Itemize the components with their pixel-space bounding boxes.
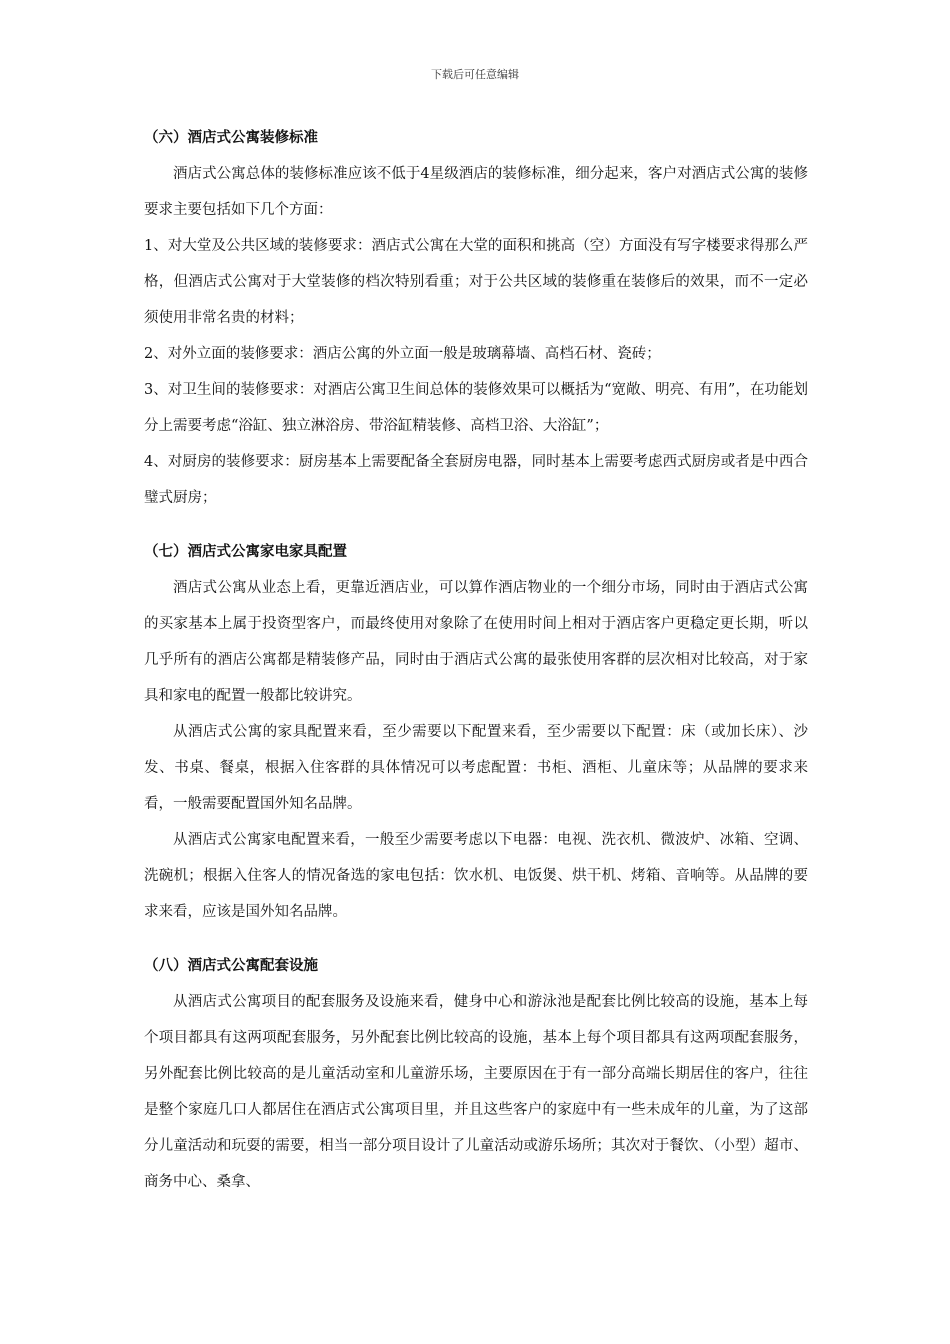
section-heading-eight: （八）酒店式公寓配套设施 <box>144 957 318 974</box>
list-item: 2、对外立面的装修要求：酒店公寓的外立面一般是玻璃幕墙、高档石材、瓷砖； <box>144 346 661 362</box>
paragraph: 酒店式公寓总体的装修标准应该不低于4星级酒店的装修标准，细分起来，客户对酒店式公寓的装修要求主要包括如下几个方面： <box>144 166 808 218</box>
page-header: 下载后可任意编辑 <box>431 68 519 81</box>
list-item: 3、对卫生间的装修要求：对酒店公寓卫生间总体的装修效果可以概括为“宽敞、明亮、有用”，在功能划分上需要考虑“浴缸、独立淋浴房、带浴缸精装修、高档卫浴、大浴缸”； <box>144 382 808 434</box>
section-gap <box>144 930 808 948</box>
section-gap <box>144 516 808 534</box>
document-body <box>144 120 808 1200</box>
section-heading-seven: （七）酒店式公寓家电家具配置 <box>144 543 347 560</box>
list-item: 4、对厨房的装修要求：厨房基本上需要配备全套厨房电器，同时基本上需要考虑西式厨房或者是中西合璧式厨房； <box>144 454 808 506</box>
list-item: 1、对大堂及公共区域的装修要求：酒店式公寓在大堂的面积和挑高（空）方面没有写字楼要求得那么严格，但酒店式公寓对于大堂装修的档次特别看重；对于公共区域的装修重在装修后的效果，而不一定必须使用非常名贵的材料； <box>144 238 808 326</box>
paragraph: 从酒店式公寓的家具配置来看，至少需要以下配置来看，至少需要以下配置：床（或加长床）、沙发、书桌、餐桌，根据入住客群的具体情况可以考虑配置：书柜、酒柜、儿童床等；从品牌的要求来看，一般需要配置国外知名品牌。 <box>144 724 808 812</box>
section-heading-six: （六）酒店式公寓装修标准 <box>144 129 318 146</box>
paragraph: 从酒店式公寓项目的配套服务及设施来看，健身中心和游泳池是配套比例比较高的设施，基本上每个项目都具有这两项配套服务，另外配套比例比较高的设施，基本上每个项目都具有这两项配套服务，另外配套比例比较高的是儿童活动室和儿童游乐场，主要原因在于有一部分高端长期居住的客户，往往是整个家庭几口人都居住在酒店式公寓项目里，并且这些客户的家庭中有一些未成年的儿童，为了这部分儿童活动和玩耍的需要，相当一部分项目设计了儿童活动或游乐场所；其次对于餐饮、（小型）超市、商务中心、桑拿、 <box>144 994 808 1190</box>
paragraph: 酒店式公寓从业态上看，更靠近酒店业，可以算作酒店物业的一个细分市场，同时由于酒店式公寓的买家基本上属于投资型客户，而最终使用对象除了在使用时间上相对于酒店客户更稳定更长期，听以几乎所有的酒店公寓都是精装修产品，同时由于酒店式公寓的最张使用客群的层次相对比较高，对于家具和家电的配置一般都比较讲究。 <box>144 580 808 704</box>
paragraph: 从酒店式公寓家电配置来看，一般至少需要考虑以下电器：电视、洗衣机、微波炉、冰箱、空调、洗碗机；根据入住客人的情况备选的家电包括：饮水机、电饭煲、烘干机、烤箱、音响等。从品牌的要求来看，应该是国外知名品牌。 <box>144 832 808 920</box>
